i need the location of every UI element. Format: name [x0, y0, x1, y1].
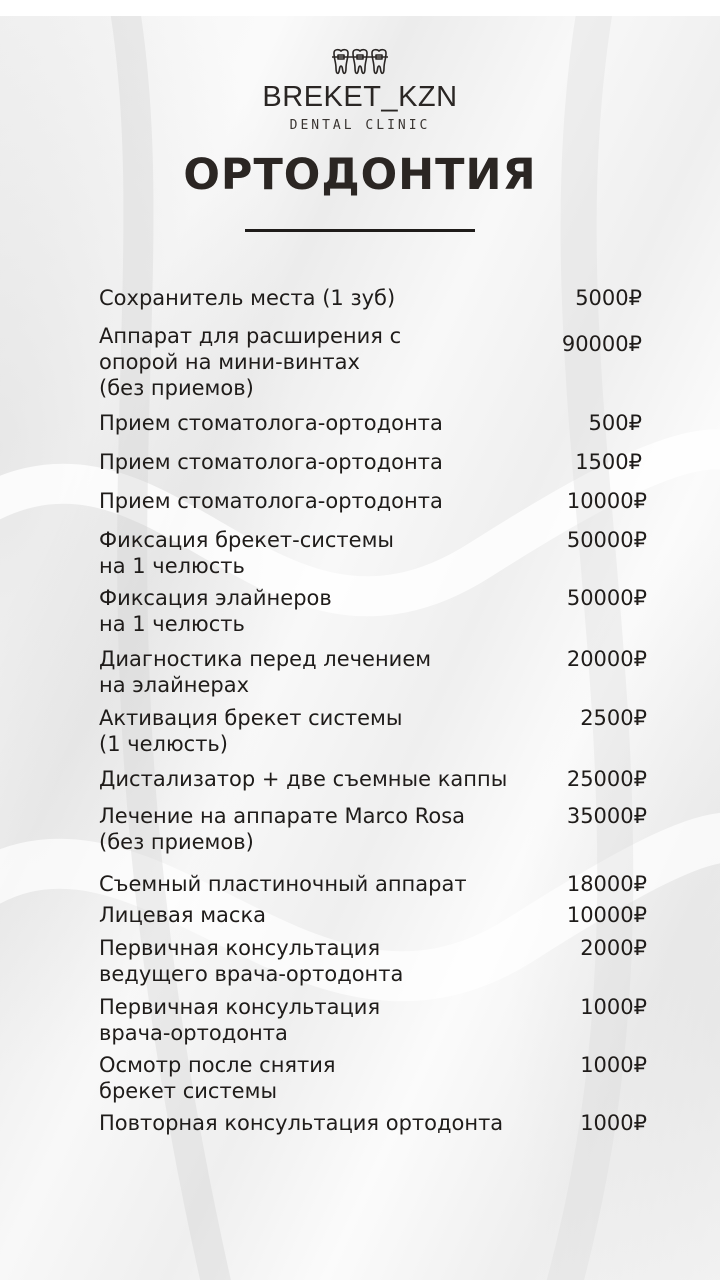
service-price: 2500₽ — [580, 706, 647, 730]
service-price: 10000₽ — [566, 903, 647, 927]
service-price: 50000₽ — [566, 586, 647, 610]
service-price: 5000₽ — [575, 286, 642, 310]
brand-subtitle: DENTAL CLINIC — [289, 118, 431, 133]
service-name: Фиксация элайнеров на 1 челюсть — [99, 586, 332, 636]
service-name: Осмотр после снятия брекет системы — [99, 1053, 336, 1103]
service-name: Лечение на аппарате Marco Rosa (без приемов) — [99, 804, 466, 854]
service-name: Первичная консультация врача-ортодонта — [99, 995, 381, 1045]
page-title: ОРТОДОНТИЯ — [183, 150, 537, 200]
service-price: 20000₽ — [566, 647, 647, 671]
service-price: 50000₽ — [566, 528, 647, 552]
service-name: Аппарат для расширения с опорой на мини-винтах (без приемов) — [99, 324, 402, 400]
service-price: 25000₽ — [566, 767, 647, 791]
service-price: 1500₽ — [575, 450, 642, 474]
service-name: Дистализатор + две съемные каппы — [99, 767, 508, 791]
service-name: Фиксация брекет-системы на 1 челюсть — [99, 528, 395, 578]
service-price: 10000₽ — [566, 489, 647, 513]
service-price: 18000₽ — [566, 872, 647, 896]
service-price: 35000₽ — [566, 804, 647, 828]
brand-name: BREKET_KZN — [262, 81, 458, 113]
service-name: Съемный пластиночный аппарат — [99, 872, 467, 896]
service-name: Прием стоматолога-ортодонта — [99, 450, 443, 474]
service-name: Диагностика перед лечением на элайнерах — [99, 647, 432, 697]
service-name: Сохранитель места (1 зуб) — [99, 286, 396, 310]
service-name: Прием стоматолога-ортодонта — [99, 489, 443, 513]
service-price: 1000₽ — [580, 1111, 647, 1135]
service-price: 1000₽ — [580, 1053, 647, 1077]
service-name: Первичная консультация ведущего врача-ортодонта — [99, 936, 404, 986]
service-name: Прием стоматолога-ортодонта — [99, 411, 443, 435]
service-price: 1000₽ — [580, 995, 647, 1019]
service-price: 90000₽ — [561, 332, 642, 356]
service-name: Активация брекет системы (1 челюсть) — [99, 706, 403, 756]
service-price: 500₽ — [588, 411, 642, 435]
service-price: 2000₽ — [580, 936, 647, 960]
service-name: Повторная консультация ортодонта — [99, 1111, 504, 1135]
service-name: Лицевая маска — [99, 903, 267, 927]
